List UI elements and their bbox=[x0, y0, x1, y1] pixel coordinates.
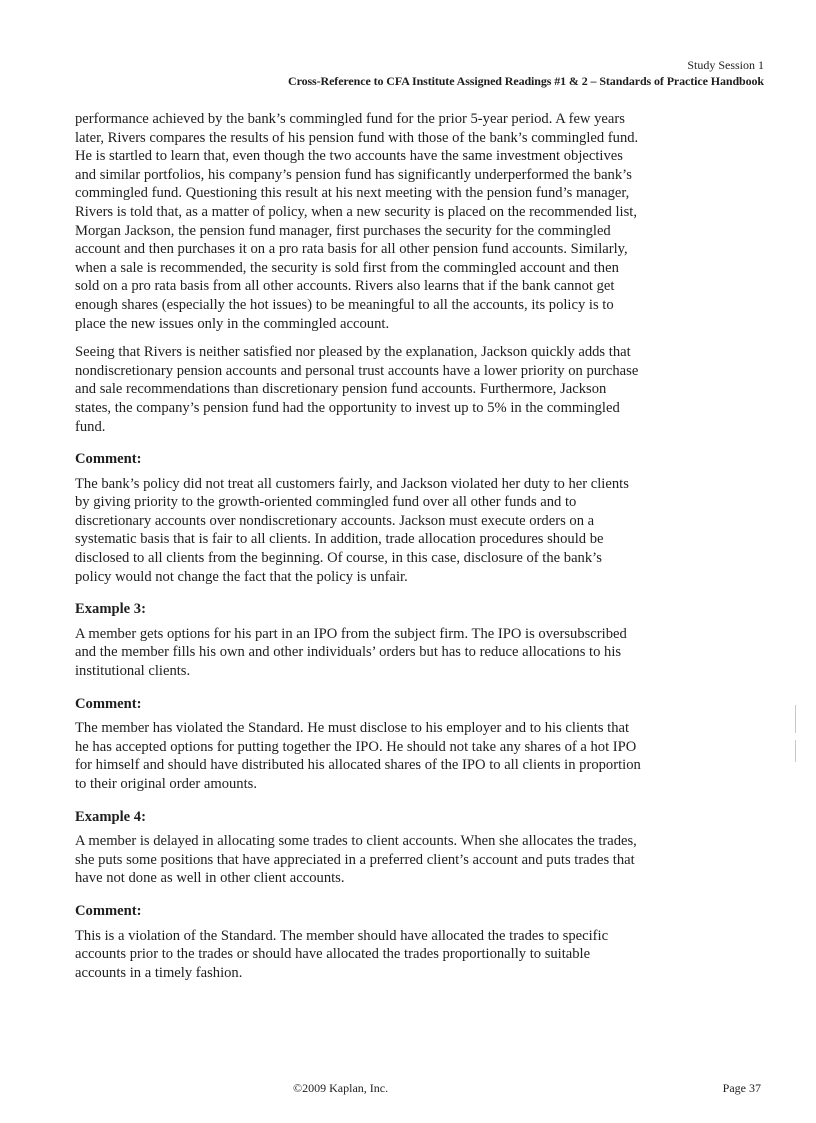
cross-reference-title: Cross-Reference to CFA Institute Assigned Readings #1 & 2 – Standards of Practice Handbook bbox=[288, 74, 764, 88]
scan-margin-mark bbox=[795, 705, 796, 733]
example-4-heading: Example 4: bbox=[75, 808, 146, 825]
comment-paragraph-2: The member has violated the Standard. He must disclose to his employer and to his clients that he has accepted options for putting together the IPO. He should not take any shares of a hot IPO for himself and should have distributed his allocated shares of the IPO to all clients in proportion to their original order amounts. bbox=[75, 720, 641, 792]
body-paragraph-1: performance achieved by the bank’s commingled fund for the prior 5-year period. A few years later, Rivers compares the results of his pension fund with those of the bank’s commingled fund. He is startled to learn that, even though the two accounts have the same investment objectives and similar portfolios, his company’s pension fund has significantly underperformed the bank’s commingled fund. Questioning this result at his next meeting with the pension fund’s manager, Rivers is told that, as a matter of policy, when a new security is placed on the recommended list, Morgan Jackson, the pension fund manager, first purchases the security for the commingled account and then purchases it on a pro rata basis for all other pension fund accounts. Similarly, when a sale is recommended, the security is sold first from the commingled account and then sold on a pro rata basis from all other accounts. Rivers also learns that if the bank cannot get enough shares (especially the hot issues) to be meaningful to all the accounts, its policy is to place the new issues only in the commingled account. bbox=[75, 111, 639, 332]
example-3-paragraph: A member gets options for his part in an IPO from the subject firm. The IPO is oversubscribed and the member fills his own and other individuals’ orders but has to reduce allocations to his institutional clients. bbox=[75, 625, 627, 680]
comment-paragraph-1: The bank’s policy did not treat all customers fairly, and Jackson violated her duty to her clients by giving priority to the growth-oriented commingled fund over all other funds and to discretionary accounts over nondiscretionary accounts. Jackson must execute orders on a systematic basis that is fair to all clients. In addition, trade allocation procedures should be disclosed to all clients from the beginning. Of course, in this case, disclosure of the bank’s policy would not change the fact that the policy is unfair. bbox=[75, 475, 629, 585]
example-4-paragraph: A member is delayed in allocating some trades to client accounts. When she allocates the trades, she puts some positions that have appreciated in a preferred client’s account and puts trades that have not done as well in other client accounts. bbox=[75, 833, 637, 887]
body-paragraph-2: Seeing that Rivers is neither satisfied nor pleased by the explanation, Jackson quickly adds that nondiscretionary pension accounts and personal trust accounts have a lower priority on purchase and sale recommendations than discretionary pension fund accounts. Furthermore, Jackson states, the company’s pension fund had the opportunity to invest up to 5% in the commingled fund. bbox=[75, 344, 639, 435]
scan-margin-mark bbox=[795, 740, 796, 762]
study-session-label: Study Session 1 bbox=[687, 58, 764, 72]
comment-heading-3: Comment: bbox=[75, 902, 142, 919]
comment-heading-2: Comment: bbox=[75, 695, 142, 712]
comment-paragraph-3: This is a violation of the Standard. The member should have allocated the trades to specific accounts prior to the trades or should have allocated the trades proportionally to suitable accounts in a timely fashion. bbox=[75, 927, 609, 981]
page-number: Page 37 bbox=[722, 1081, 761, 1095]
example-3-heading: Example 3: bbox=[75, 601, 146, 618]
page-body bbox=[75, 110, 641, 992]
copyright-notice: ©2009 Kaplan, Inc. bbox=[293, 1081, 389, 1095]
comment-heading-1: Comment: bbox=[75, 451, 142, 468]
page-header bbox=[288, 57, 764, 89]
